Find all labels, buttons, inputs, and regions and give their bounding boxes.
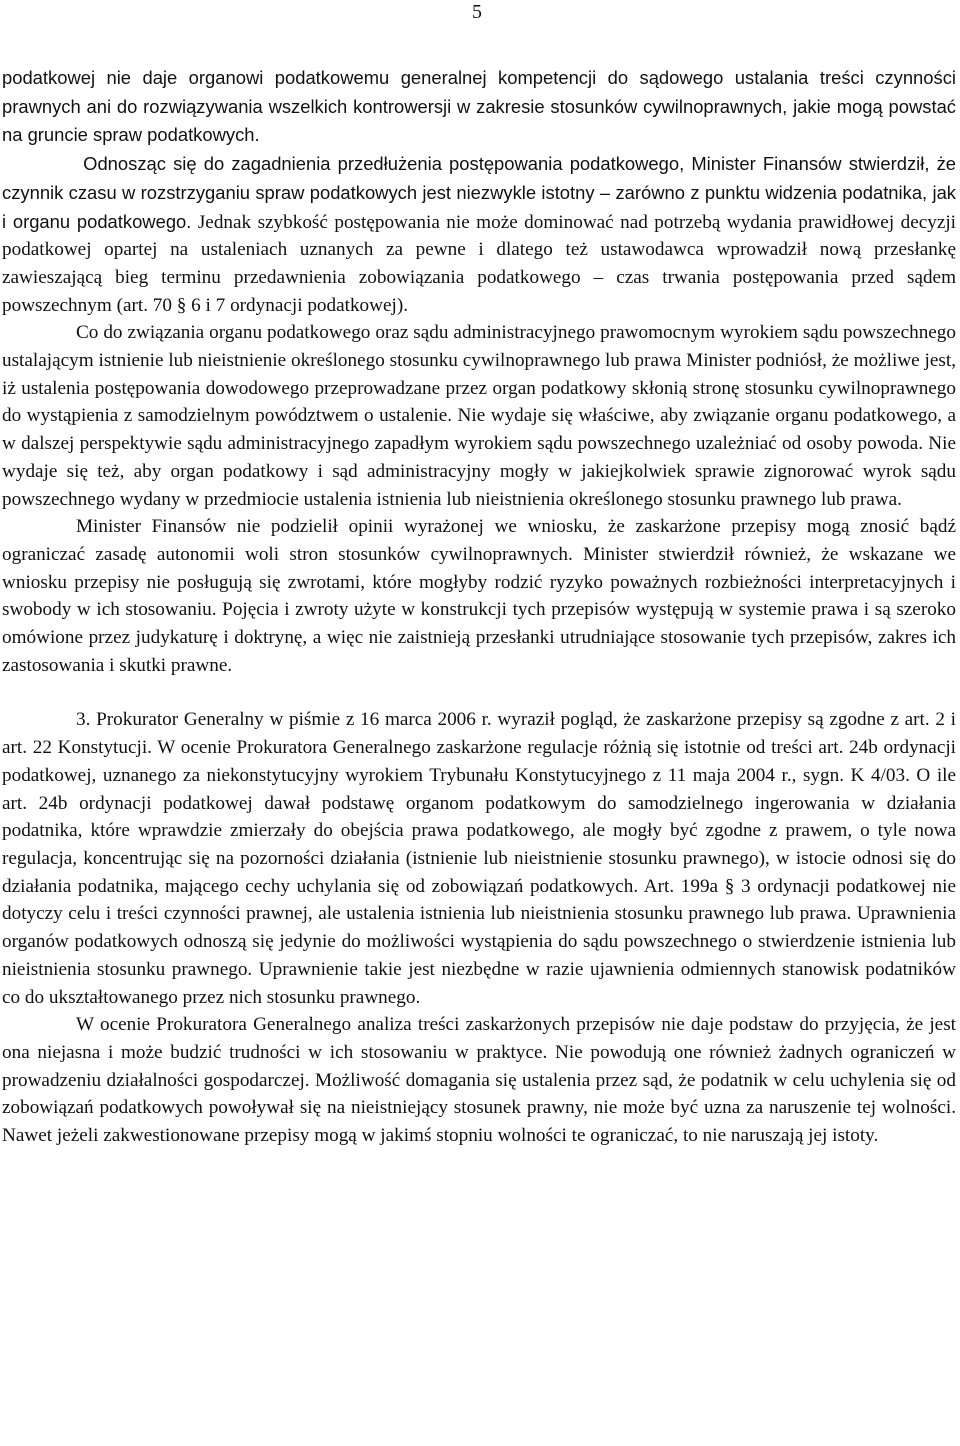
paragraph-lead-sans: podatkowej nie daje organowi podatkowemu generalnej kompetencji do sądowego ustalania treści czynności prawnych ani do rozwiązywania wszelkich kontrowersji w zakresie stosunków cywilnoprawnych, jakie mogą powstać na gruncie spraw podatkowych. [2, 67, 956, 146]
paragraph-binding-judgment: Co do związania organu podatkowego oraz sądu administracyjnego prawomocnym wyrokiem sądu powszechnego ustalającym istnienie lub nieistnienie określonego stosunku cywilnoprawnego lub prawa Minister podniósł, że możliwe jest, iż ustalenia postępowania dowodowego przeprowadzane przez organ podatkowy skłonią stronę stosunku cywilnoprawnego do wystąpienia z samodzielnym powództwem o ustalenie. Nie wydaje się właściwe, aby związanie organu podatkowego, a w dalszej perspektywie sądu administracyjnego zapadłym wyrokiem sądu powszechnego uzależniać od osoby powoda. Nie wydaje się też, aby organ podatkowy i sąd administracyjny mogły w jakiejkolwiek sprawie zignorować wyrok sądu powszechnego wydany w przedmiocie ustalenia istnienia lub nieistnienia określonego stosunku prawnego lub prawa. [2, 322, 956, 510]
paragraph-autonomy: Minister Finansów nie podzielił opinii wyrażonej we wniosku, że zaskarżone przepisy mogą znosić bądź ograniczać zasadę autonomii woli stron stosunków cywilnoprawnych. Minister stwierdził również, że wskazane we wniosku przepisy nie posługują się zwrotami, które mogłyby rodzić ryzyko poważnych rozbieżności interpretacyjnych i swobody w ich stosowaniu. Pojęcia i zwroty użyte w konstrukcji tych przepisów występują w systemie prawa i są szeroko omówione przez judykaturę i doktrynę, a więc nie zaistnieją przesłanki utrudniające stosowanie tych przepisów, zakres ich zastosowania i skutki prawne. [2, 516, 956, 676]
paragraph-continuation [2, 64, 956, 319]
document-body [2, 64, 956, 1150]
paragraph-prosecutor-general: 3. Prokurator Generalny w piśmie z 16 marca 2006 r. wyraził pogląd, że zaskarżone przepisy są zgodne z art. 2 i art. 22 Konstytucji. W ocenie Prokuratora Generalnego zaskarżone regulacje różnią się istotnie od treści art. 24b ordynacji podatkowej, uznanego za niekonstytucyjny wyrokiem Trybunału Konstytucyjnego z 11 maja 2004 r., sygn. K 4/03. O ile art. 24b ordynacji podatkowej dawał podstawę organom podatkowym do samodzielnego ingerowania w działania podatnika, które wprawdzie zmierzały do obejścia prawa podatkowego, ale mogły być zgodne z prawem, o tyle nowa regulacja, koncentrując się na pozorności działania (istnienie lub nieistnienie stosunku prawnego), w istocie odnosi się do działania podatnika, mającego cechy uchylania się od zobowiązań podatkowych. Art. 199a § 3 ordynacji podatkowej nie dotyczy celu i treści czynności prawnej, ale ustalenia istnienia lub nieistnienia stosunku prawnego lub prawa. Uprawnienia organów podatkowych odnoszą się jedynie do możliwości wystąpienia do sądu powszechnego o stwierdzenie istnienia lub nieistnienia stosunku prawnego. Uprawnienie takie jest niezbędne w razie ujawnienia odmiennych stanowisk podatników co do ukształtowanego przez nich stosunku prawnego. [2, 709, 956, 1008]
paragraph-serif-tail: Jednak szybkość postępowania nie może dominować nad potrzebą wydania prawidłowej decyzji podatkowej opartej na ustaleniach uznanych za pewne i dlatego też ustawodawca wprowadził nową przesłankę zawieszającą bieg terminu przedawnienia zobowiązania podatkowego – czas trwania postępowania przed sądem powszechnym (art. 70 § 6 i 7 ordynacji podatkowej). [2, 211, 956, 316]
page-number: 5 [472, 1, 482, 23]
paragraph-prosecutor-analysis: W ocenie Prokuratora Generalnego analiza treści zaskarżonych przepisów nie daje podstaw do przyjęcia, że jest ona niejasna i może budzić trudności w ich stosowaniu w praktyce. Nie powodują one również żadnych ograniczeń w prowadzeniu działalności gospodarczej. Możliwość domagania się ustalenia przez sąd, że podatnik w celu uchylenia się od zobowiązań podatkowych powoływał się na nieistniejący stosunek prawny, nie może być uzna za naruszenie tej wolności. Nawet jeżeli zakwestionowane przepisy mogą w jakimś stopniu wolności te ograniczać, to nie naruszają jej istoty. [2, 1014, 956, 1147]
paragraph-sans-tail: Odnosząc się do zagadnienia przedłużenia postępowania podatkowego, Minister Finansów stwierdził, że czynnik czasu w rozstrzyganiu spraw podatkowych jest niezwykle istotny – zarówno z punktu widzenia podatnika, jak i organu podatkowego. [2, 153, 956, 232]
